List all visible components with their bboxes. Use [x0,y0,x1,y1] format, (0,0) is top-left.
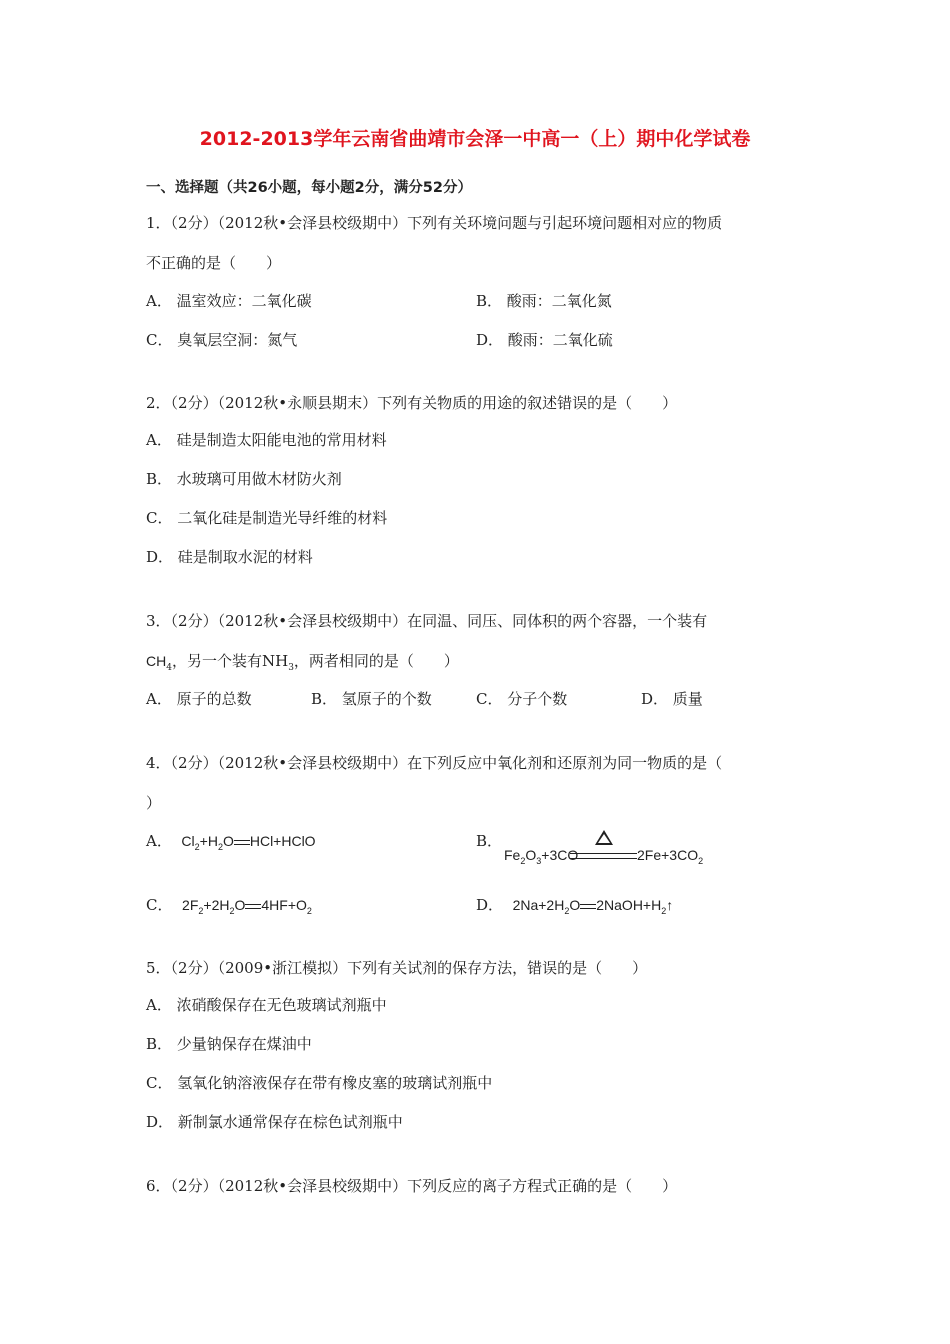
q3-stem-line2: $CH_4$，另一个装有$NH_3$，两者相同的是（ ） [146,652,459,673]
q4-equation-c: $2F_2+2H_2O$ $4HF+O_2$ [182,897,312,916]
q4-option-b-label: B． [476,832,503,850]
q4-equation-d: $2Na+2H_2O$ $2NaOH+H_2↑$ [512,897,674,916]
q1-stem-line2: 不正确的是（ ） [146,254,282,272]
q6-stem: 6．（2分）（2012秋•会泽县校级期中）下列反应的离子方程式正确的是（ ） [146,1177,678,1195]
q5-option-b: B． 少量钠保存在煤油中 [146,1035,312,1053]
q2-stem: 2．（2分）（2012秋•永顺县期末）下列有关物质的用途的叙述错误的是（ ） [146,394,678,412]
q2-option-d: D． 硅是制取水泥的材料 [146,548,313,566]
q3-option-b: B． 氢原子的个数 [311,690,432,708]
q3-option-d: D． 质量 [641,690,703,708]
q2-option-a: A． 硅是制造太阳能电池的常用材料 [146,431,387,449]
q1-option-a: A． 温室效应：二氧化碳 [146,292,312,310]
q5-option-c: C． 氢氧化钠溶液保存在带有橡皮塞的玻璃试剂瓶中 [146,1074,493,1092]
q5-option-a: A． 浓硝酸保存在无色玻璃试剂瓶中 [146,996,387,1014]
heating-triangle-icon [595,830,613,845]
q3-option-c: C． 分子个数 [476,690,568,708]
q4-option-c: C． $2F_2+2H_2O$ $4HF+O_2$ [146,896,312,916]
q1-stem-line1: 1．（2分）（2012秋•会泽县校级期中）下列有关环境问题与引起环境问题相对应的物质 [146,214,723,232]
q2-option-c: C． 二氧化硅是制造光导纤维的材料 [146,509,388,527]
q4-stem-line2: ） [146,794,162,812]
q2-option-b: B． 水玻璃可用做木材防火剂 [146,470,342,488]
q5-stem: 5．（2分）（2009•浙江模拟）下列有关试剂的保存方法，错误的是（ ） [146,959,648,977]
q1-option-d: D． 酸雨：二氧化硫 [476,331,613,349]
q3-option-a: A． 原子的总数 [146,690,252,708]
q4-option-a: A． $Cl_2+H_2O$ HCl+HClO [146,832,316,852]
heating-equals-sign [570,853,637,859]
exam-title: 2012-2013学年云南省曲靖市会泽一中高一（上）期中化学试卷 [199,128,751,150]
section-heading: 一、选择题（共26小题，每小题2分，满分52分） [146,180,472,196]
q4-stem-line1: 4．（2分）（2012秋•会泽县校级期中）在下列反应中氧化剂和还原剂为同一物质的是（ [146,754,723,772]
q4-equation-b-left: $Fe_2O_3+3CO$ [504,847,579,866]
q4-equation-b-right: $2Fe+3CO_2$ [637,847,704,866]
q3-stem-line1: 3．（2分）（2012秋•会泽县校级期中）在同温、同压、同体积的两个容器，一个装有 [146,612,708,630]
q1-option-c: C． 臭氧层空洞：氮气 [146,331,298,349]
q4-equation-a: $Cl_2+H_2O$ HCl+HClO [181,833,316,852]
q1-option-b: B． 酸雨：二氧化氮 [476,292,612,310]
q5-option-d: D． 新制氯水通常保存在棕色试剂瓶中 [146,1113,403,1131]
q4-option-d: D． $2Na+2H_2O$ $2NaOH+H_2↑$ [476,896,674,916]
